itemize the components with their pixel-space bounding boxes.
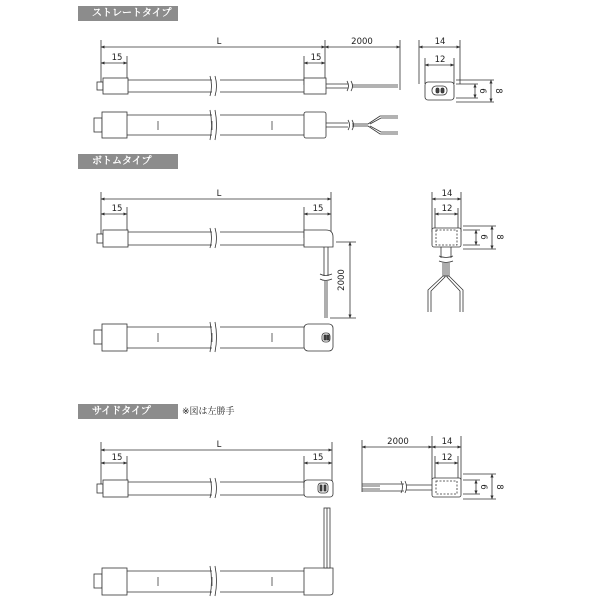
straight-dimension-lines (101, 40, 400, 90)
straight-profile-outer-height: 8 (493, 88, 503, 94)
left-hand-note: ※図は左勝手 (182, 407, 235, 417)
bottom-profile-inner-height: 6 (478, 234, 488, 240)
side-length-dim: L (216, 440, 222, 450)
side-front-view (94, 508, 333, 596)
bottom-end-a-dim: 15 (111, 204, 123, 214)
side-profile-inner-height: 6 (478, 484, 488, 490)
straight-end-b-dim: 15 (310, 53, 322, 63)
straight-cable-dim: 2000 (351, 37, 373, 47)
side-end-b-dim: 15 (312, 453, 324, 463)
section-label-bottom: ボトムタイプ (78, 154, 178, 169)
bottom-profile-inner-width: 12 (441, 204, 453, 214)
bottom-end-b-dim: 15 (312, 204, 324, 214)
side-profile-inner-width: 12 (441, 453, 453, 463)
bottom-profile-outer-height: 8 (494, 234, 504, 240)
bottom-profile (428, 192, 496, 312)
side-profile-cable-dim: 2000 (387, 437, 409, 447)
straight-profile-inner-height: 6 (477, 88, 487, 94)
bottom-top-view (97, 228, 333, 318)
section-label-straight: ストレートタイプ (78, 6, 178, 21)
side-profile (362, 436, 496, 499)
side-profile-outer-width: 14 (441, 437, 453, 447)
straight-length-dim: L (216, 37, 222, 47)
straight-top-view (97, 76, 398, 96)
bottom-profile-outer-width: 14 (441, 189, 453, 199)
bottom-front-view (94, 322, 333, 352)
side-top-view (97, 478, 333, 498)
side-profile-outer-height: 8 (494, 484, 504, 490)
bottom-length-dim: L (216, 189, 222, 199)
bottom-cable-dim: 2000 (337, 269, 347, 291)
straight-profile-outer-width: 14 (434, 37, 446, 47)
straight-end-a-dim: 15 (111, 53, 123, 63)
side-end-a-dim: 15 (111, 453, 123, 463)
straight-front-view (94, 110, 398, 140)
straight-profile-inner-width: 12 (434, 55, 446, 65)
section-label-side: サイドタイプ (78, 404, 178, 419)
